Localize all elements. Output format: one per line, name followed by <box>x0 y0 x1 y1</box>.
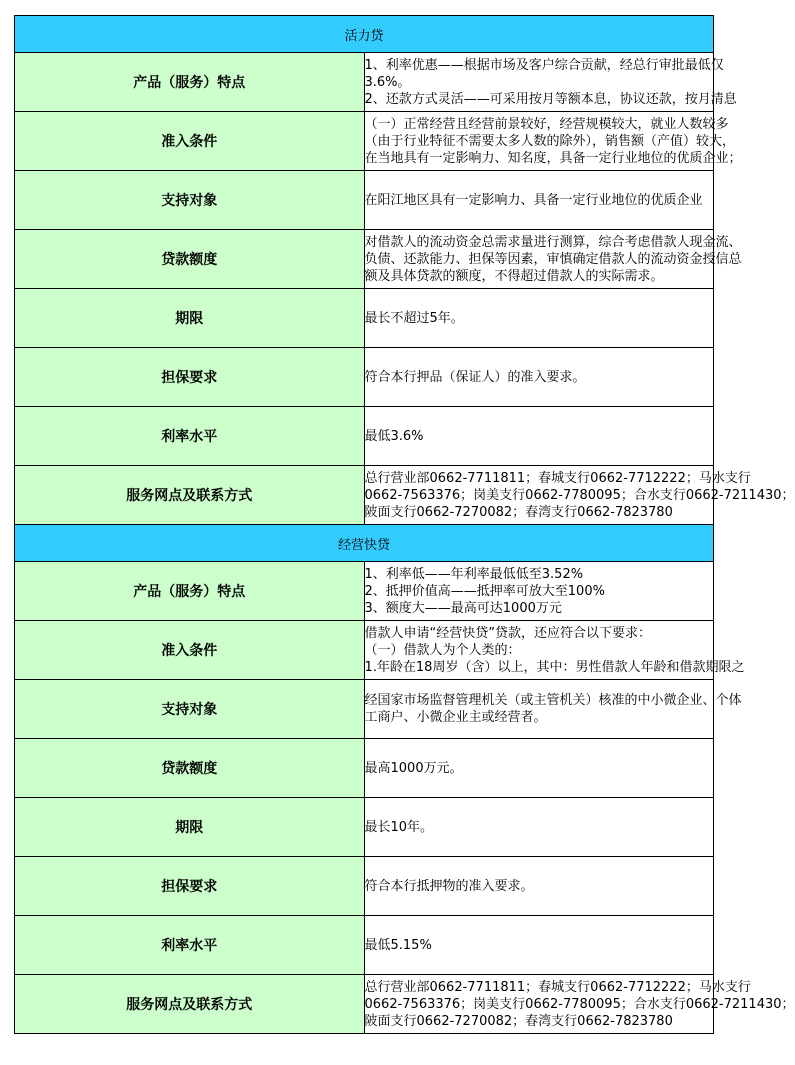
row-value-text <box>365 174 714 227</box>
row-value-text <box>365 351 714 404</box>
table-row <box>15 348 714 407</box>
row-label: 服务网点及联系方式 <box>15 975 365 1034</box>
row-label: 贷款额度 <box>15 739 365 798</box>
row-label: 利率水平 <box>15 407 365 466</box>
row-value <box>364 466 795 525</box>
row-value-text <box>364 683 742 736</box>
table-row <box>15 466 714 525</box>
value-line: 0662-7563376；岗美支行0662-7780095；合水支行0662-7211430； <box>364 487 795 503</box>
table-row <box>15 562 714 621</box>
table-row <box>15 407 714 466</box>
value-line: 最低5.15% <box>364 937 432 953</box>
value-line: 经国家市场监督管理机关（或主管机关）核准的中小微企业、个体 <box>364 693 742 708</box>
section-title: 活力贷 <box>15 16 714 53</box>
row-value-text <box>364 115 742 168</box>
value-line: 对借款人的流动资金总需求量进行测算，综合考虑借款人现金流、 <box>364 234 742 250</box>
value-line: 0662-7563376；岗美支行0662-7780095；合水支行0662-7211430； <box>364 996 795 1012</box>
row-value-text <box>364 624 745 677</box>
value-line: （一）借款人为个人类的： <box>364 642 521 658</box>
row-value <box>364 407 714 466</box>
table-row <box>15 621 714 680</box>
row-value <box>364 975 795 1034</box>
value-line: 2、抵押价值高——抵押率可放大至100% <box>364 583 605 599</box>
value-line: （一）正常经营且经营前景较好，经营规模较大，就业人数较多 <box>364 116 729 132</box>
value-line: 负债、还款能力、担保等因素，审慎确定借款人的流动资金授信总 <box>364 251 742 267</box>
row-value <box>364 857 714 916</box>
row-label: 准入条件 <box>15 112 365 171</box>
table-row <box>15 739 714 798</box>
value-line: 额及具体贷款的额度，不得超过借款人的实际需求。 <box>364 268 664 284</box>
table-row <box>15 289 714 348</box>
row-value-text <box>364 233 742 286</box>
row-value <box>364 739 714 798</box>
value-line: 最高1000万元。 <box>364 760 463 776</box>
table-row <box>15 916 714 975</box>
row-value <box>364 680 742 739</box>
row-value-text <box>364 469 795 522</box>
table-row <box>15 112 714 171</box>
product-table <box>14 15 795 1034</box>
table-row <box>15 230 714 289</box>
row-label: 贷款额度 <box>15 230 365 289</box>
row-label: 利率水平 <box>15 916 365 975</box>
value-line: 3、额度大——最高可达1000万元 <box>364 600 562 616</box>
row-value <box>364 171 714 230</box>
value-line: （由于行业特征不需要太多人数的除外），销售额（产值）较大， <box>364 133 736 149</box>
table-row <box>15 975 714 1034</box>
section-header-row <box>15 16 714 53</box>
row-value <box>364 621 745 680</box>
row-value <box>364 916 714 975</box>
table-row <box>15 798 714 857</box>
row-value-text <box>365 292 714 345</box>
row-value <box>364 53 737 112</box>
row-value <box>364 562 714 621</box>
table-row <box>15 53 714 112</box>
row-label: 担保要求 <box>15 348 365 407</box>
row-label: 准入条件 <box>15 621 365 680</box>
row-value <box>364 798 714 857</box>
value-line: 总行营业部0662-7711811；春城支行0662-7712222；马水支行 <box>364 979 751 995</box>
row-value-text <box>365 919 714 972</box>
table-row <box>15 680 714 739</box>
row-label: 期限 <box>15 798 365 857</box>
row-label: 产品（服务）特点 <box>15 562 365 621</box>
value-line: 工商户、小微企业主或经营者。 <box>364 710 547 725</box>
row-value-text <box>364 56 737 109</box>
value-line: 最长10年。 <box>364 819 434 835</box>
row-label: 服务网点及联系方式 <box>15 466 365 525</box>
row-label: 支持对象 <box>15 680 365 739</box>
value-line: 符合本行抵押物的准入要求。 <box>364 878 534 894</box>
table-row <box>15 857 714 916</box>
value-line: 2、还款方式灵活——可采用按月等额本息，协议还款，按月清息 <box>364 91 737 107</box>
row-value <box>364 348 714 407</box>
value-line: 1.年龄在18周岁（含）以上，其中：男性借款人年龄和借款期限之 <box>364 659 745 675</box>
row-value-text <box>365 742 714 795</box>
value-line: 1、利率低——年利率最低低至3.52% <box>364 566 584 582</box>
row-value-text <box>365 860 714 913</box>
row-label: 产品（服务）特点 <box>15 53 365 112</box>
row-label: 支持对象 <box>15 171 365 230</box>
row-value-text <box>365 410 714 463</box>
section-title: 经营快贷 <box>15 525 714 562</box>
row-label: 期限 <box>15 289 365 348</box>
value-line: 在当地具有一定影响力、知名度，具备一定行业地位的优质企业； <box>364 150 742 166</box>
value-line: 3.6%。 <box>364 74 411 90</box>
value-line: 借款人申请“经营快贷”贷款，还应符合以下要求： <box>364 625 651 641</box>
row-value-text <box>365 565 714 618</box>
value-line: 在阳江地区具有一定影响力、具备一定行业地位的优质企业 <box>364 192 703 208</box>
section-header-row <box>15 525 714 562</box>
row-value <box>364 289 714 348</box>
value-line: 陂面支行0662-7270082；春湾支行0662-7823780 <box>364 1013 673 1029</box>
value-line: 最低3.6% <box>364 428 424 444</box>
value-line: 总行营业部0662-7711811；春城支行0662-7712222；马水支行 <box>364 470 751 486</box>
value-line: 陂面支行0662-7270082；春湾支行0662-7823780 <box>364 504 673 520</box>
row-value <box>364 112 742 171</box>
value-line: 1、利率优惠——根据市场及客户综合贡献，经总行审批最低仅 <box>364 57 724 73</box>
table-row <box>15 171 714 230</box>
row-label: 担保要求 <box>15 857 365 916</box>
value-line: 符合本行押品（保证人）的准入要求。 <box>364 369 586 385</box>
value-line: 最长不超过5年。 <box>364 310 464 326</box>
row-value-text <box>364 978 795 1031</box>
row-value-text <box>365 801 714 854</box>
row-value <box>364 230 742 289</box>
